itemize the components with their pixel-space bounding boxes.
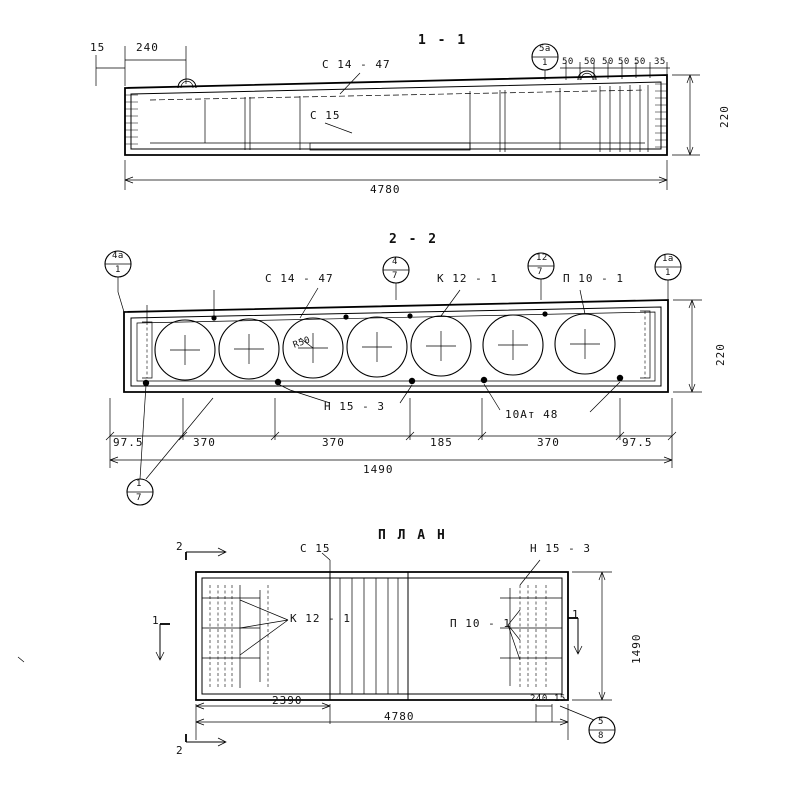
mark-c14-47-s11: С 14 - 47 [322,58,391,71]
dim-right-50-e: 50 [634,57,646,67]
mark-p10-1-plan: П 10 - 1 [450,617,511,630]
mark-n15-3-s22: Н 15 - 3 [324,400,385,413]
dim-plan-240: 240 [530,694,548,704]
section-tag-2-bottom: 2 [176,744,184,757]
dim-plan-2390: 2390 [272,694,303,707]
dim-370-a: 370 [193,436,216,449]
callout-1-bottom: 7 [136,493,142,503]
callout-4-top: 4 [392,257,398,267]
mark-k12-1-s22: К 12 - 1 [437,272,498,285]
dim-plan-4780: 4780 [384,710,415,723]
section-1-1-title: 1 - 1 [418,33,468,48]
section-tag-1-left: 1 [152,614,160,627]
mark-r50: R50 [291,335,312,351]
mark-c15-plan: С 15 [300,542,331,555]
dim-right-50-d: 50 [618,57,630,67]
callout-5a-top: 5а [539,44,551,54]
mark-p10-1-s22: П 10 - 1 [563,272,624,285]
dim-right-35: 35 [654,57,666,67]
dim-height-220-s22: 220 [714,343,727,366]
dim-975-left: 97.5 [113,436,144,449]
callout-1-top: 1 [136,479,142,489]
dim-plan-width-1490: 1490 [630,633,643,664]
callout-5-bottom: 8 [598,731,604,741]
dim-370-c: 370 [537,436,560,449]
mark-k12-1-plan: К 12 - 1 [290,612,351,625]
mark-n15-3-plan: Н 15 - 3 [530,542,591,555]
dim-right-50-b: 50 [584,57,596,67]
callout-12-top: 12 [536,253,548,263]
mark-c15-s11: С 15 [310,109,341,122]
plan-title: П Л А Н [378,528,447,543]
callout-5-top: 5 [598,717,604,727]
dim-left-offset-240: 240 [136,41,159,54]
mark-c14-47-s22: С 14 - 47 [265,272,334,285]
dim-length-4780: 4780 [370,183,401,196]
dim-height-220-s11: 220 [718,105,731,128]
dim-975-right: 97.5 [622,436,653,449]
dim-right-50-a: 50 [562,57,574,67]
mark-10at48: 10Ат 48 [505,408,559,421]
dim-total-1490-s22: 1490 [363,463,394,476]
callout-4-bottom: 7 [392,271,398,281]
dim-plan-15: 15 [554,694,566,704]
dim-right-50-c: 50 [602,57,614,67]
section-tag-2-top: 2 [176,540,184,553]
dim-370-b: 370 [322,436,345,449]
section-2-2-title: 2 - 2 [389,232,439,247]
callout-12-bottom: 7 [537,267,543,277]
dim-185: 185 [430,436,453,449]
callout-5a-bottom: 1 [542,58,548,68]
section-tag-1-right: 1 [572,608,580,621]
dim-left-edge-15: 15 [90,41,106,54]
callout-1a-bottom: 1 [665,268,671,278]
callout-1a-top: 1а [662,254,674,264]
callout-4a-bottom: 1 [115,265,121,275]
callout-4a-top: 4а [112,251,124,261]
